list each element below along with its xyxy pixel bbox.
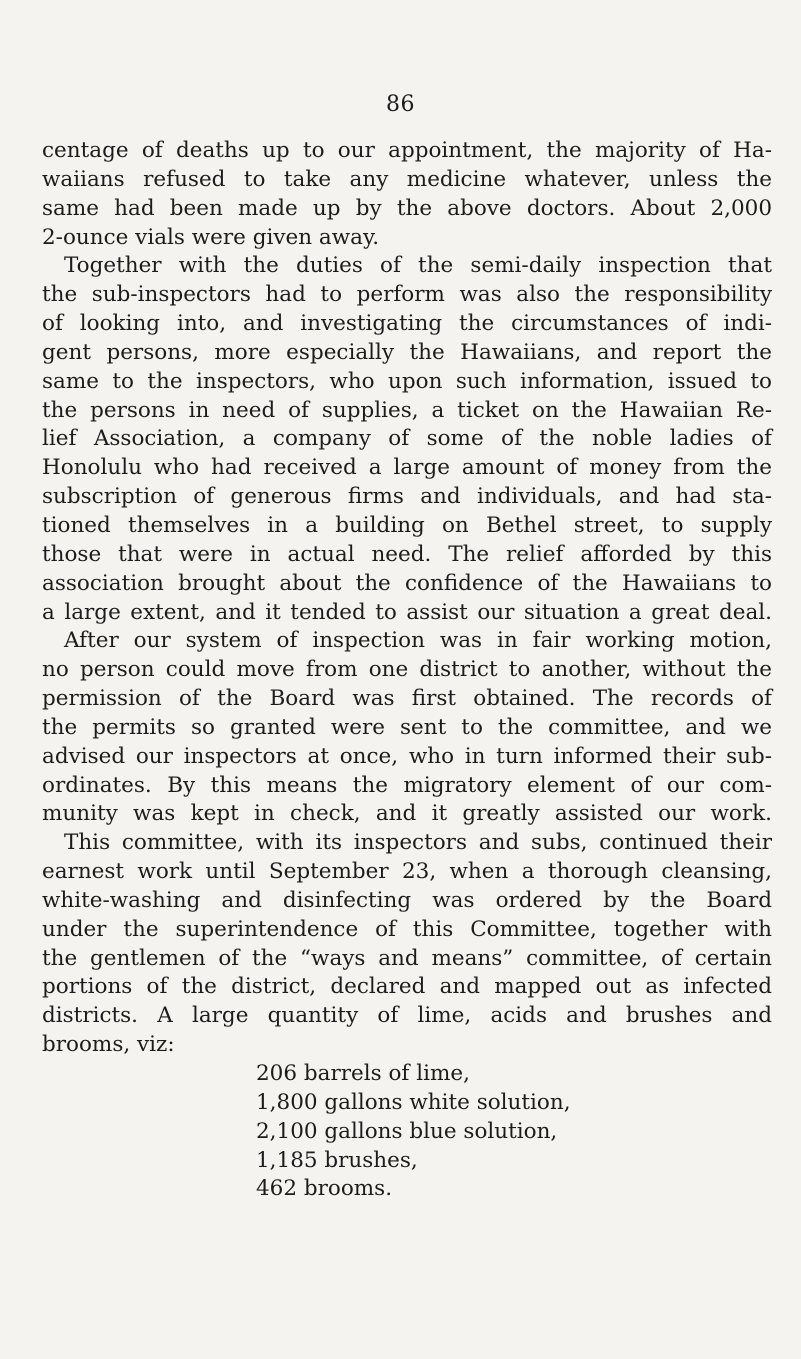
paragraph-1: [42, 137, 772, 252]
text-line: those that were in actual need. The relief afforded by this: [42, 541, 772, 567]
text-line: the gentlemen of the “ways and means” committee, of certain: [42, 945, 772, 971]
text-line: the persons in need of supplies, a ticket on the Hawaiian Re-: [42, 397, 772, 423]
text-line: same to the inspectors, who upon such information, issued to: [42, 368, 772, 394]
text-line: lief Association, a company of some of the noble ladies of: [42, 426, 772, 452]
paragraph-3: [42, 627, 772, 829]
text-line: gent persons, more especially the Hawaiians, and report the: [42, 339, 772, 365]
list-item: 1,185 brushes,: [256, 1147, 418, 1173]
list-item: 2,100 gallons blue solution,: [256, 1118, 558, 1144]
text-line: under the superintendence of this Committee, together with: [42, 916, 772, 942]
text-line: a large extent, and it tended to assist our situation a great deal.: [42, 599, 772, 625]
text-line: advised our inspectors at once, who in turn informed their sub-: [42, 743, 772, 769]
body-text: [42, 137, 772, 1204]
text-line: After our system of inspection was in fair working motion,: [64, 628, 772, 654]
list-item: 462 brooms.: [256, 1176, 393, 1202]
text-line: centage of deaths up to our appointment, the majority of Ha-: [42, 138, 772, 163]
text-line: of looking into, and investigating the circumstances of indi-: [42, 311, 772, 337]
paragraph-2: [42, 252, 772, 627]
text-line: white-washing and disinfecting was ordered by the Board: [42, 887, 772, 913]
text-line: same had been made up by the above doctors. About 2,000: [42, 195, 772, 221]
text-line: the sub-inspectors had to perform was also the responsibility: [42, 282, 772, 308]
page-number: 86: [386, 92, 415, 117]
text-line: the permits so granted were sent to the committee, and we: [42, 714, 772, 740]
text-line: Together with the duties of the semi-daily inspection that: [64, 253, 772, 279]
text-line: 2-ounce vials were given away.: [42, 224, 380, 250]
list-item: 206 barrels of lime,: [256, 1061, 470, 1086]
text-line: ordinates. By this means the migratory element of our com-: [42, 772, 772, 798]
text-line: tioned themselves in a building on Bethel street, to supply: [42, 512, 772, 538]
text-line: permission of the Board was first obtained. The records of: [42, 686, 772, 712]
supplies-list: [42, 1060, 772, 1204]
text-line: districts. A large quantity of lime, acids and brushes and: [42, 1003, 772, 1029]
text-line: This committee, with its inspectors and subs, continued their: [64, 830, 772, 856]
text-line: association brought about the confidence of the Hawaiians to: [42, 570, 772, 596]
text-line: portions of the district, declared and mapped out as infected: [42, 974, 772, 1000]
text-line: no person could move from one district to another, without the: [42, 657, 772, 683]
text-line: waiians refused to take any medicine whatever, unless the: [42, 166, 772, 192]
list-item: 1,800 gallons white solution,: [256, 1089, 571, 1115]
text-line: munity was kept in check, and it greatly assisted our work.: [42, 801, 772, 827]
text-line: Honolulu who had received a large amount of money from the: [42, 455, 772, 481]
text-line: earnest work until September 23, when a thorough cleansing,: [42, 859, 772, 885]
text-line: subscription of generous firms and individuals, and had sta-: [42, 484, 772, 510]
text-line: brooms, viz:: [42, 1032, 175, 1058]
paragraph-4: [42, 829, 772, 1060]
